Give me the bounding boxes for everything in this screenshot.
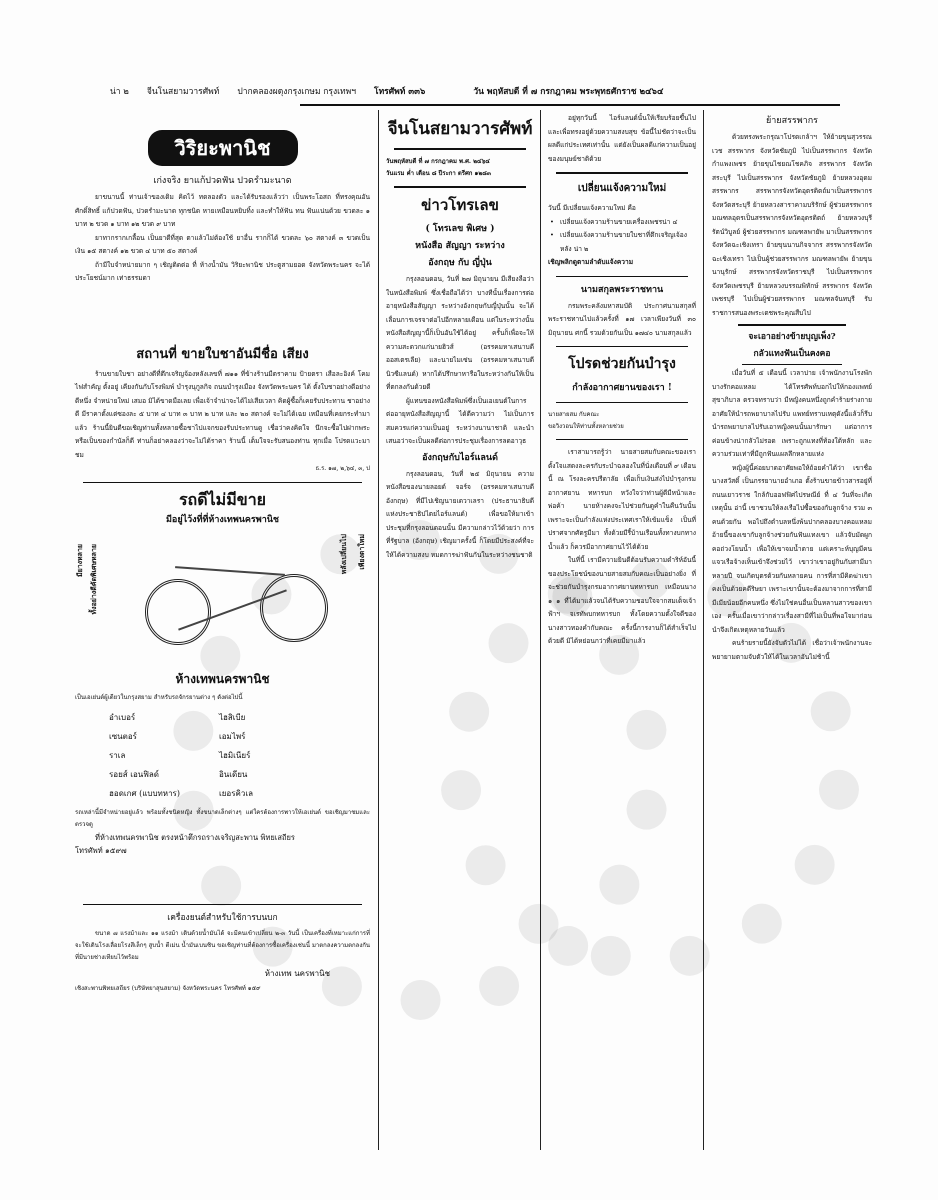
model-name: ราเล: [109, 750, 126, 760]
section-rule: [556, 276, 688, 277]
surname-body: กรมพระคลังมหาสมบัติ ประกาศนามสกุลที่พระราชทานไปแล้วครั้งที่ ๑๗ เวลาเพียงวันที่ ๓๐ มิถุนายน ศกนี้ รวมด้วยกันเป็น ๑๗๔๐ นามสกุลแล้ว: [548, 301, 696, 337]
appeal-title: โปรดช่วยกันบำรุง: [568, 356, 676, 372]
section-rule: [738, 324, 846, 326]
notice-footer: เชิญพลิกดูตามลำดับแจ้งความ: [548, 258, 634, 266]
news-body: เมื่อวันที่ ๕ เดือนนี้ เวลาบ่าย เจ้าพนักงานโรงพักบางรักคอแหลม ได้โทรศัพท์บอกไปให้กองแพทย์สุขาภิบาล ตรวจทราบว่า มีหญิงคนหนึ่งถูกคำร้ายร่างกาย อาศัยให้นำรถพยาบาลไปรับ แพทย์ทราบเหตุดังนี้แล้วก็รีบนำรถพยาบาลไปรับเอาหญิงคนนั้นมารักษา แต่อาการค่อนข้างน่ากลัวไม่รอด เพราะถูกแทงที่ท้องใต้หลัก และความร่วมเท่าที่มีถูกฟันแผลลึกหลายแห่ง: [712, 369, 872, 458]
ad-body: ขนาด ๗ แรงม้าและ ๑๑ แรงม้า เดินด้วยน้ำมันได้ จะมีคนเข้าเปลี่ยน ๒-๓ วันนี้ เป็นเครื่องที่เหมาะแก่การที่จะใช้เดินโรงเลื่อยโรงสีเล็กๆ สูบน้ำ ตีเม่น น้ำมันเบนซิน ขอเชิญท่านที่ต้องการซื้อเครื่องเช่นนี้ มาตกลงความตกลงกันที่มีนายช่างเทียบไว้พร้อม: [75, 929, 370, 961]
model-name: เอมไพร์: [219, 731, 246, 741]
news-body: คนร้ายรายนี้ยังจับตัวไม่ได้ เชื่อว่าเจ้าพนักงานจะพยายามตามจับตัวให้ได้ในเวลาอันไม่ช้านี้: [712, 639, 872, 661]
ad-footer: รถเหล่านี้มีจำหน่ายอยู่แล้ว พร้อมทั้งชนิดหญิง ทั้งขนาดเล็กต่างๆ แต่ใครต้องการพาวให้เอเย่นต์ ขอเชิญมาชมและตรวจดู: [75, 808, 370, 828]
notice-item: • เปลี่ยนแจ้งความร้านขายเครื่องเพชรน่า ๔: [548, 216, 696, 230]
section-rule: [556, 402, 688, 403]
news-title: ข่าวโทรเลข: [421, 196, 499, 214]
news-subtitle: ( โทรเลข พิเศษ ): [425, 224, 495, 234]
news-body: ผู้แทนของหนังสือพิมพ์ซึ่งเป็นเอเยนต์ในการต่ออายุหนังสือสัญญานี้ ได้ตีความว่า ไม่เป็นการสมควรแก่ความเป็นอยู่ ระหว่างนานาชาติ และนำเสนอว่าจะเป็นผลดีต่อการประชุมเรื่องการลดอาวุธ: [386, 396, 534, 445]
model-name: ไฮมิเนียร์: [219, 750, 251, 760]
appeal-body: เราสามารถรู้ว่า นายสายสมกับคณะของเรา ตั้งใจแสดงละครกับระบำฉลองในที่นั่งเดือนที่ ๙ เดือนนี้ ณ โรงละครปรีดาลัย เพื่อเก็บเงินส่งไปบำรุงกรมอากาศยาน ทหารบก หวังใจว่าท่านผู้ดีมีหน้าและพ่อค้า นายห้างคงจะไปช่วยกันดูคำในคืนวันนั้น เพราะจะเป็นกำลังแห่งประเทศเราให้เข้มแข็ง เป็นที่ปราศจากศัตรูมีมา ทั้งด้วยมีรี้บ้านเรือนทั้งทางบกทางน้ำแล้ว ก็ควรมีอากาศยานไว้ได้ด้วย: [548, 448, 696, 551]
section-rule: [83, 904, 362, 905]
notice-item: • เปลี่ยนแจ้งความร้านขายใบชาที่ตึกเจริญเจ้องหลัง น่า ๒: [548, 229, 696, 256]
section-rule: [556, 439, 688, 440]
column-telegraph-news: [386, 112, 534, 562]
model-name: รอยส์ เอนฟิลด์: [109, 769, 159, 779]
ad-desc: เป็นเอเย่นต์ผู้เดียวในกรุงสยาม สำหรับรถจักรยานต่าง ๆ ดังต่อไปนี้: [75, 693, 243, 701]
dateline: วันแรม ค่ำ เดือน ๘ ปีระกา ตรีศก ๑๒๘๓: [386, 170, 492, 177]
ad-signature: ธ.ร. ๑๗, ๒,๖๔, ๓, ป: [315, 465, 370, 472]
news-body: หญิงผู้นี้ค่อยบาดอาศัยพอให้ถ้อยคำได้ว่า เขาชื่อนางสวัสดิ์ เป็นภรรยานายอำเภอ ตั้งร้านขายข้าวสารอยู่ที่ถนนเยาวราช ใกล้กับออฟฟิศไปรษณีย์ ที่ ๔ วันที่จะเกิดเหตุนั้น อ่านี้ เขาชวนให้ลงเรือไปซื้อของกับลูกจ้าง รวม ๓ คนด้วยกัน พอไปถึงตำบลหนึ่งพ้นปากคลองบางคอแหลม อ้ายนี้ของเขากับลูกจ้างช่วยกันฟันแทงเขา แล้วจับมัดผูกคอถ่วงโยนน้ำ เพื่อให้เขาจมน้ำตาย แต่เคราะห์บุญมีคนแจวเรือจ้างเห็นเข้าจึงช่วยไว้ เขาว่าเขาอยู่กินกับสามีมาหลายปี จนเกิดบุตรด้วยกันหลายคน การที่สามีคิดฆ่าเขาคงเป็นด้วยคดีริษยา เพราะเขานั้นจะต้องมาจากการที่สามีมีเมียน้อยอีกคนหนึ่ง ซึ่งไม่ใช่คนอื่นเป็นหลานสาวของเขาเอง ครั้นเมื่อเขาว่ากล่าวเรื่องสามีที่ไม่เป็นที่พอใจมาก่อน นำจึงเกิดเหตุหลายวันแล้ว: [712, 463, 872, 634]
bicycle-wheel-icon: [145, 579, 211, 645]
paper-address: ปากคลองผดุงกรุงเกษม กรุงเทพฯ: [237, 87, 357, 97]
section-rule: [742, 364, 842, 365]
header-rule: [300, 104, 840, 106]
ad-body: ถ้ามีใบจำหน่ายมาก ๆ เชิญติดต่อ ที่ ห้างน้ำมัน วิริยะพานิช ประตูสามยอด จังหวัดพระนคร จะได้ประโยชน์มาก เท่าธรรมดา: [75, 260, 370, 282]
masthead: จีนโนสยามวารศัพท์: [387, 119, 533, 139]
ad-viriyapanich: [75, 130, 370, 286]
appeal-byline: นายสายสม กับคณะ: [548, 411, 600, 418]
column-divider: [378, 110, 379, 1150]
ad-phone: โทรศัพท์ ๑๕๙๗: [75, 846, 127, 855]
ad-tagline: เก่งจริง ยาแก้ปวดฟัน ปวดรำมะนาด: [153, 176, 292, 186]
column-notices: [548, 112, 696, 649]
ad-tea-shop: [75, 346, 370, 476]
news-subheading: อังกฤษกับไอร์แลนด์: [422, 452, 498, 463]
shop-name: ห้างเทพนครพานิช: [175, 671, 270, 686]
appeal-body: ในที่นี้ เรามีความยินดีต้อนรับความดำริห์อันนี้ของประโยชน์ของนายสายสมกับคณะเป็นอย่างยิ่ง ที่จะช่วยกันบำรุงกรมอากาศยานทหารบก เหมือนนาง ๑ ๑ ที่ได้มาแล้วจนได้รับความชอบใจจากสมเด็จเจ้าฟ้าฯ จเรทัพบกทหารบก ทั้งโดยความตั้งใจดีของนางสาวทองคำกับคณะ ครั้งนี้การงานก็ได้สำเร็จไปด้วยดี มิได้หย่อนกว่าที่เคยมีมาแล้ว: [548, 556, 696, 645]
news-title: ย้ายสรรพากร: [765, 116, 819, 126]
shop-address: เชิงสะพานพิทยเสถียร (บริษัทยาสุนสยาม) จังหวัดพระนคร โทรศัพท์ ๑๕๙: [75, 984, 261, 992]
ad-banner: วิริยะพานิช: [148, 130, 298, 166]
news-body: กรุงลอนดอน, วันที่ ๒๕ มิถุนายน ความหนังสือของนายลอยด์ จอร์จ (อรรคมหาเสนาบดีอังกฤษ) ที่มีไปเชิญนายเดวาเลรา (ประธานาธิบดีแห่งประชาธิปไตยไอร์แลนด์) เพื่อขอให้มาเข้าประชุมที่กรุงลอนดอนนั้น มีความกล่าวไว้ด้วยว่า การที่รัฐบาล (อังกฤษ) เชิญมาครั้งนี้ ก็โดยมีประสงค์ที่จะให้ได้ความสงบ หมดการฆ่าฟันกันในระหว่างชนชาติ: [386, 469, 534, 559]
ad-title: เครื่องยนต์สำหรับใช้การบนบก: [167, 912, 278, 923]
appeal-subtitle: กำลังอากาศยานของเรา !: [572, 383, 672, 393]
vertical-caption: มียางหลาย: [75, 543, 84, 577]
model-name: อำเบอร์: [109, 712, 136, 722]
ad-body: ยาทากรากเกลื้อน เป็นยาดีที่สุด ตาแล้วไม่ต้องใช้ ยาอื่น รากก็ได้ ขวดละ ๖๐ สตางค์ ๓ ขวดเป็นเงิน ๑๕ สตางค์ ๑๒ ขวด ๔ บาท ๕๐ สตางค์: [75, 233, 370, 255]
column-divider: [703, 110, 704, 1150]
ad-title: สถานที่ ขายใบชาอันมีชื่อ เสียง: [136, 346, 309, 362]
bicycle-models-list: [109, 708, 370, 803]
column-ads: [75, 112, 370, 995]
surname-title: นามสกุลพระราชทาน: [580, 284, 664, 295]
notice-sub: วันนี้ มีเปลี่ยนแจ้งความใหม่ คือ: [548, 204, 636, 212]
bicycle-illustration: [75, 534, 370, 664]
news-body: กรุงลอนดอน, วันที่ ๒๗ มิถุนายน มีเสียงลือว่าในหนังสือพิมพ์ ซึ่งเชื่อถือได้ว่า บางทีนั้นเรื่องการต่ออายุหนังสือสัญญา ระหว่างอังกฤษกับญี่ปุ่นนั้น จะได้เลื่อนการเจรจาต่อไปอีกหลายเดือน แต่ในระหว่างนั้นหนังสือสัญญานี้ก็เป็นอันใช้ได้อยู่ ครั้นก็เพื่อจะให้ความสะดวกแก่นายฮิวส์ (อรรคมหาเสนาบดี ออสเตรเลีย) และนายไมเซ่น (อรรคมหาเสนาบดี นิวซีแลนด์) หากได้ปรึกษาหารือในระหว่างกันให้เป็นที่ตกลงกันด้วยดี: [386, 275, 534, 391]
column-divider: [540, 110, 541, 1150]
model-name: เซนตอร์: [109, 731, 137, 741]
ad-bicycle: [75, 489, 370, 858]
vertical-caption: เพียงตาใหม่: [357, 533, 366, 570]
ad-body: ร้านขายใบชา อย่างดีที่ตึกเจริญจ้องหลังเลขที่ ๗๑๑ ที่ข้างร้านมีตราคาม ป้ายตรา เสือละอิงค์ โคมไฟสำคัญ ตั้งอยู่ เคียงกันกับโรงพิมพ์ บำรุงนุกูลกิจ ถนนบำรุงเมือง จังหวัดพระนคร ได้ ตั้งใบชาอย่างดีอย่างดีหนึ่ง จำหน่ายใหม่ เสมอ มิได้ขาดมือเลย เพื่อเจ้าจำน่าจะได้ไม่เสียเวลา คิดผู้ซื้อก็เคยรับประทาน ชาอย่างดี มีราคาตั้งแต่ซองละ ๕ บาท ๔ บาท ๓ บาท ๒ บาท และ ๒๐ สตางค์ จะไม่ได้เฉย เหมือนที่เคยกระทำมาแล้ว ร้านนี้ยินดีขอเชิญท่านทั้งหลายซื้อชาไปแจกของรับประทานดู เชื่อว่าคงคิดใจ นึกจะซื้อไปฝากพระ หรือเป็นของกำนัลก็ดี ท่านก็อย่าคลองว่าจะไม่ได้ราคา ร้านนี้ เต็มใจจะรับสนองท่าน ทุกเมื่อ โปรดแวะมาชม: [75, 369, 370, 459]
page-header: [110, 84, 825, 98]
ad-title: รถดีไม่มีขาย: [178, 489, 267, 509]
paper-phone: โทรศัพท์ ๓๓๖: [374, 87, 426, 97]
ad-engine: [75, 911, 370, 995]
notice-title: เปลี่ยนแจ้งความใหม่: [577, 183, 667, 194]
news-title: จะเอาอย่างข้ายบุญเพ็ง?: [748, 332, 836, 342]
vertical-caption: ทั้งอย่างดีคัดพิเศษหลาย: [89, 543, 98, 614]
model-name: อินเดียน: [219, 769, 248, 779]
news-subtitle: หนังสือ สัญญา ระหว่าง: [415, 241, 505, 251]
bicycle-wheel-icon: [260, 574, 328, 642]
vertical-caption: หลังเปลี่ยนไป: [339, 533, 348, 574]
section-rule: [394, 186, 526, 188]
news-body: อยู่ทุกวันนี้ ไอร์แลนด์นั้นให้เรียบร้อยขึ้นไป และเพื่อทรงอยู่ด้วยความสงบสุข ข้อนี้ไม่ชัดว่าจะเป็นผลดีแก่ประเทศเท่านั้น แต่ยังเป็นผลดีแก่ความเป็นอยู่ของมนุษย์ชาติด้วย: [548, 114, 696, 163]
section-rule: [83, 482, 362, 483]
section-rule: [394, 148, 526, 150]
appeal-byline: ขอวิงวอนให้ท่านทั้งหลายช่วย: [548, 423, 624, 430]
section-rule: [556, 346, 688, 347]
shop-name: ห้างเทพ นครพานิช: [264, 968, 330, 978]
issue-date: วัน พฤหัสบดี ที่ ๗ กรกฎาคม พระพุทธศักราช ๒๔๖๔: [473, 87, 664, 97]
news-body: ด้วยทรงพระกรุณาโปรดเกล้าฯ ให้ย้ายขุนสุวรรณเวช สรรพากร จังหวัดชัยภูมิ ไปเป็นสรรพากร จังหวัดกำแพงเพชร ย้ายขุนไชยณโชคภิจ สรรพากร จังหวัดสระบุรี ไปเป็นสรรพากร จังหวัดชัยภูมิ ย้ายหลวงอุดมสรรพากร สรรพากรจังหวัดอุตรดิตถ์มาเป็นสรรพากร จังหวัดสระบุรี ย้ายหลวงสาราคามบริรักษ์ ผู้ช่วยสรรพากร มณฑลอุดรเป็นสรรพากรจังหวัดอุตรดิตถ์ ย้ายหลวงบุรีรัตน์วิบูลย์ ผู้ช่วยสรรพากร มณฑลพายัพ มาเป็นสรรพากรจังหวัดฉะเชิงเทรา ย้ายขุนนานกิจจากร สรรพากรจังหวัดฉะเชิงเทรา ไปเป็นผู้ช่วยสรรพากร มณฑลพายัพ ย้ายขุนนานุรักษ์ สรรพากรจังหวัดราชบุรี ไปเป็นสรรพากร จังหวัดเพชรบุรี ย้ายหลวงบรรณพิทักษ์ สรรพากร จังหวัดเพชรบุรี ไปเป็นผู้ช่วยสรรพากร มณฑลจันทบุรี รับราชการสนองพระเดชพระคุณสืบไป: [712, 133, 872, 317]
model-name: ไฮสิเบีย: [219, 712, 246, 722]
paper-name: จีนโนสยามวารศัพท์: [146, 87, 220, 97]
dateline: วันพฤหัสบดี ที่ ๗ กรกฎาคม พ.ศ. ๒๔๖๔: [386, 158, 490, 165]
model-name: ฮอดเกศ (แบบทหาร): [109, 788, 180, 798]
bicycle-frame: [175, 566, 285, 576]
page-number: น่า ๒: [110, 87, 129, 97]
model-name: เยอรคิวเล: [219, 788, 254, 798]
ad-contact: ที่ห้างเทพนครพานิช ตรงหน้าตึกรถรางเจริญสะพาน พิทยเสถียร: [95, 832, 295, 842]
column-local-news: [712, 112, 872, 664]
ad-body: ยาขนานนี้ ท่านเจ้าของเดิม คิดไว้ ทดลองตัว และได้รับรองแล้วว่า เป็นพระโอสถ ที่ทรงคุณอันศักดิ์สิทธิ์ แก้ปวดฟัน, ปวดรำมะนาด ทุกชนิด หายเหมือนหยิบทิ้ง และทำให้ฟัน ทน ฟันแน่นด้วย ขวดละ ๑ บาท ๒ ขวด ๑ บาท ๑๒ ขวด ๙ บาท: [75, 193, 370, 228]
ad-subtitle: มีอยู่ไว้งที่ที่ห้างเทพนครพานิช: [165, 514, 280, 525]
news-subtitle: กลัวแทงฟันเป็นคงคอ: [753, 349, 831, 359]
section-rule: [556, 172, 688, 174]
news-subtitle: อังกฤษ กับ ญี่ปุ่น: [428, 258, 492, 268]
